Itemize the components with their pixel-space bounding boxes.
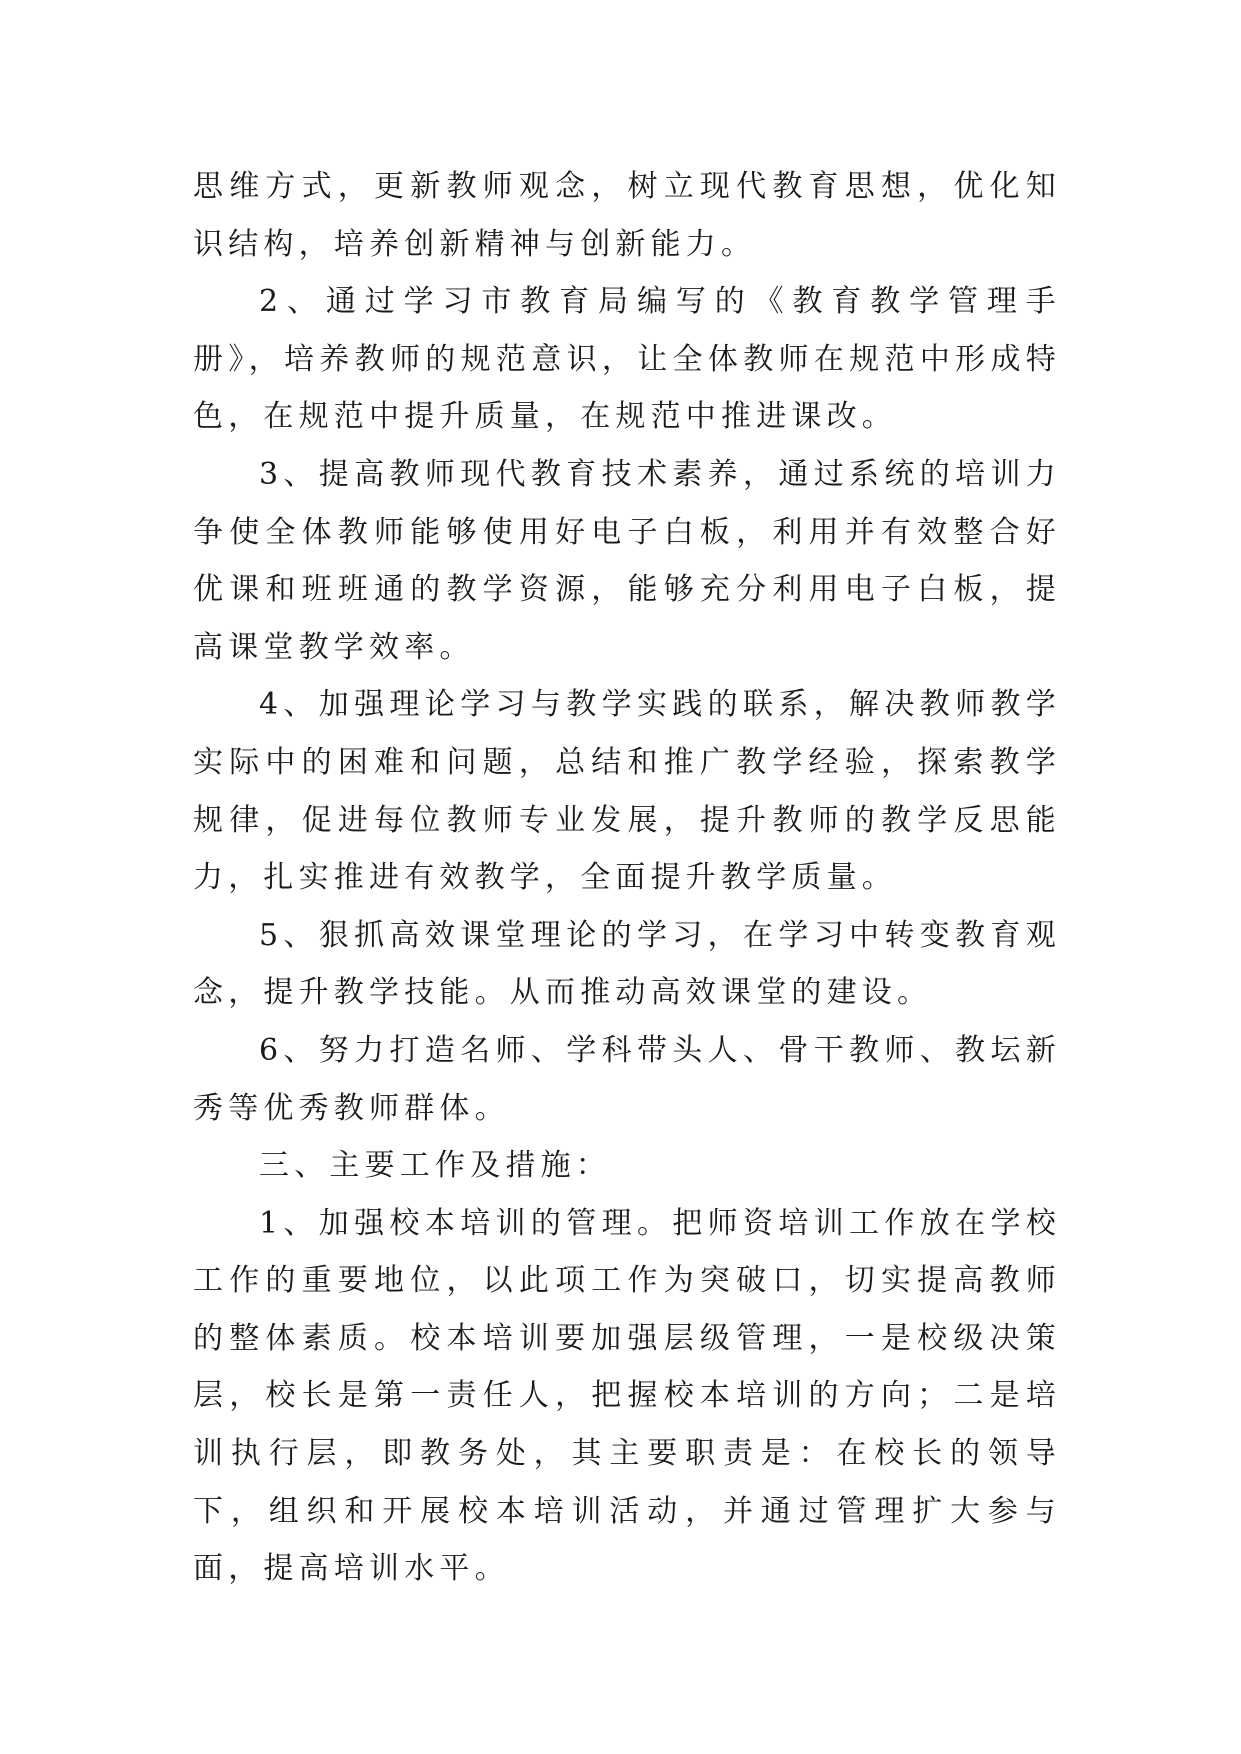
- paragraph-continuation: 思维方式，更新教师观念，树立现代教育思想，优化知识结构，培养创新精神与创新能力。: [193, 169, 1061, 262]
- paragraph-measure-1: 1、加强校本培训的管理。把师资培训工作放在学校工作的重要地位，以此项工作为突破口，切实提高教师的整体素质。校本培训要加强层级管理，一是校级决策层，校长是第一责任人，把握校本培训的方向；二是培训执行层，即教务处，其主要职责是：在校长的领导下，组织和开展校本培训活动，并通过管理扩大参与面，提高培训水平。: [193, 1205, 1061, 1587]
- paragraph-item-3: 3、提高教师现代教育技术素养，通过系统的培训力争使全体教师能够使用好电子白板，利用并有效整合好优课和班班通的教学资源，能够充分利用电子白板，提高课堂教学效率。: [193, 456, 1061, 665]
- paragraph-item-4: 4、加强理论学习与教学实践的联系，解决教师教学实际中的困难和问题，总结和推广教学经验，探索教学规律，促进每位教师专业发展，提升教师的教学反思能力，扎实推进有效教学，全面提升教学质量。: [193, 687, 1061, 896]
- paragraph-item-6: 6、努力打造名师、学科带头人、骨干教师、教坛新秀等优秀教师群体。: [193, 1032, 1061, 1126]
- paragraph-item-2: 2、通过学习市教育局编写的《教育教学管理手册》，培养教师的规范意识，让全体教师在规范中形成特色，在规范中提升质量，在规范中推进课改。: [193, 284, 1061, 435]
- paragraph-item-5: 5、狠抓高效课堂理论的学习，在学习中转变教育观念，提升教学技能。从而推动高效课堂的建设。: [193, 917, 1061, 1011]
- document-body: [193, 158, 1061, 1598]
- section-heading: 三、主要工作及措施：: [259, 1148, 611, 1184]
